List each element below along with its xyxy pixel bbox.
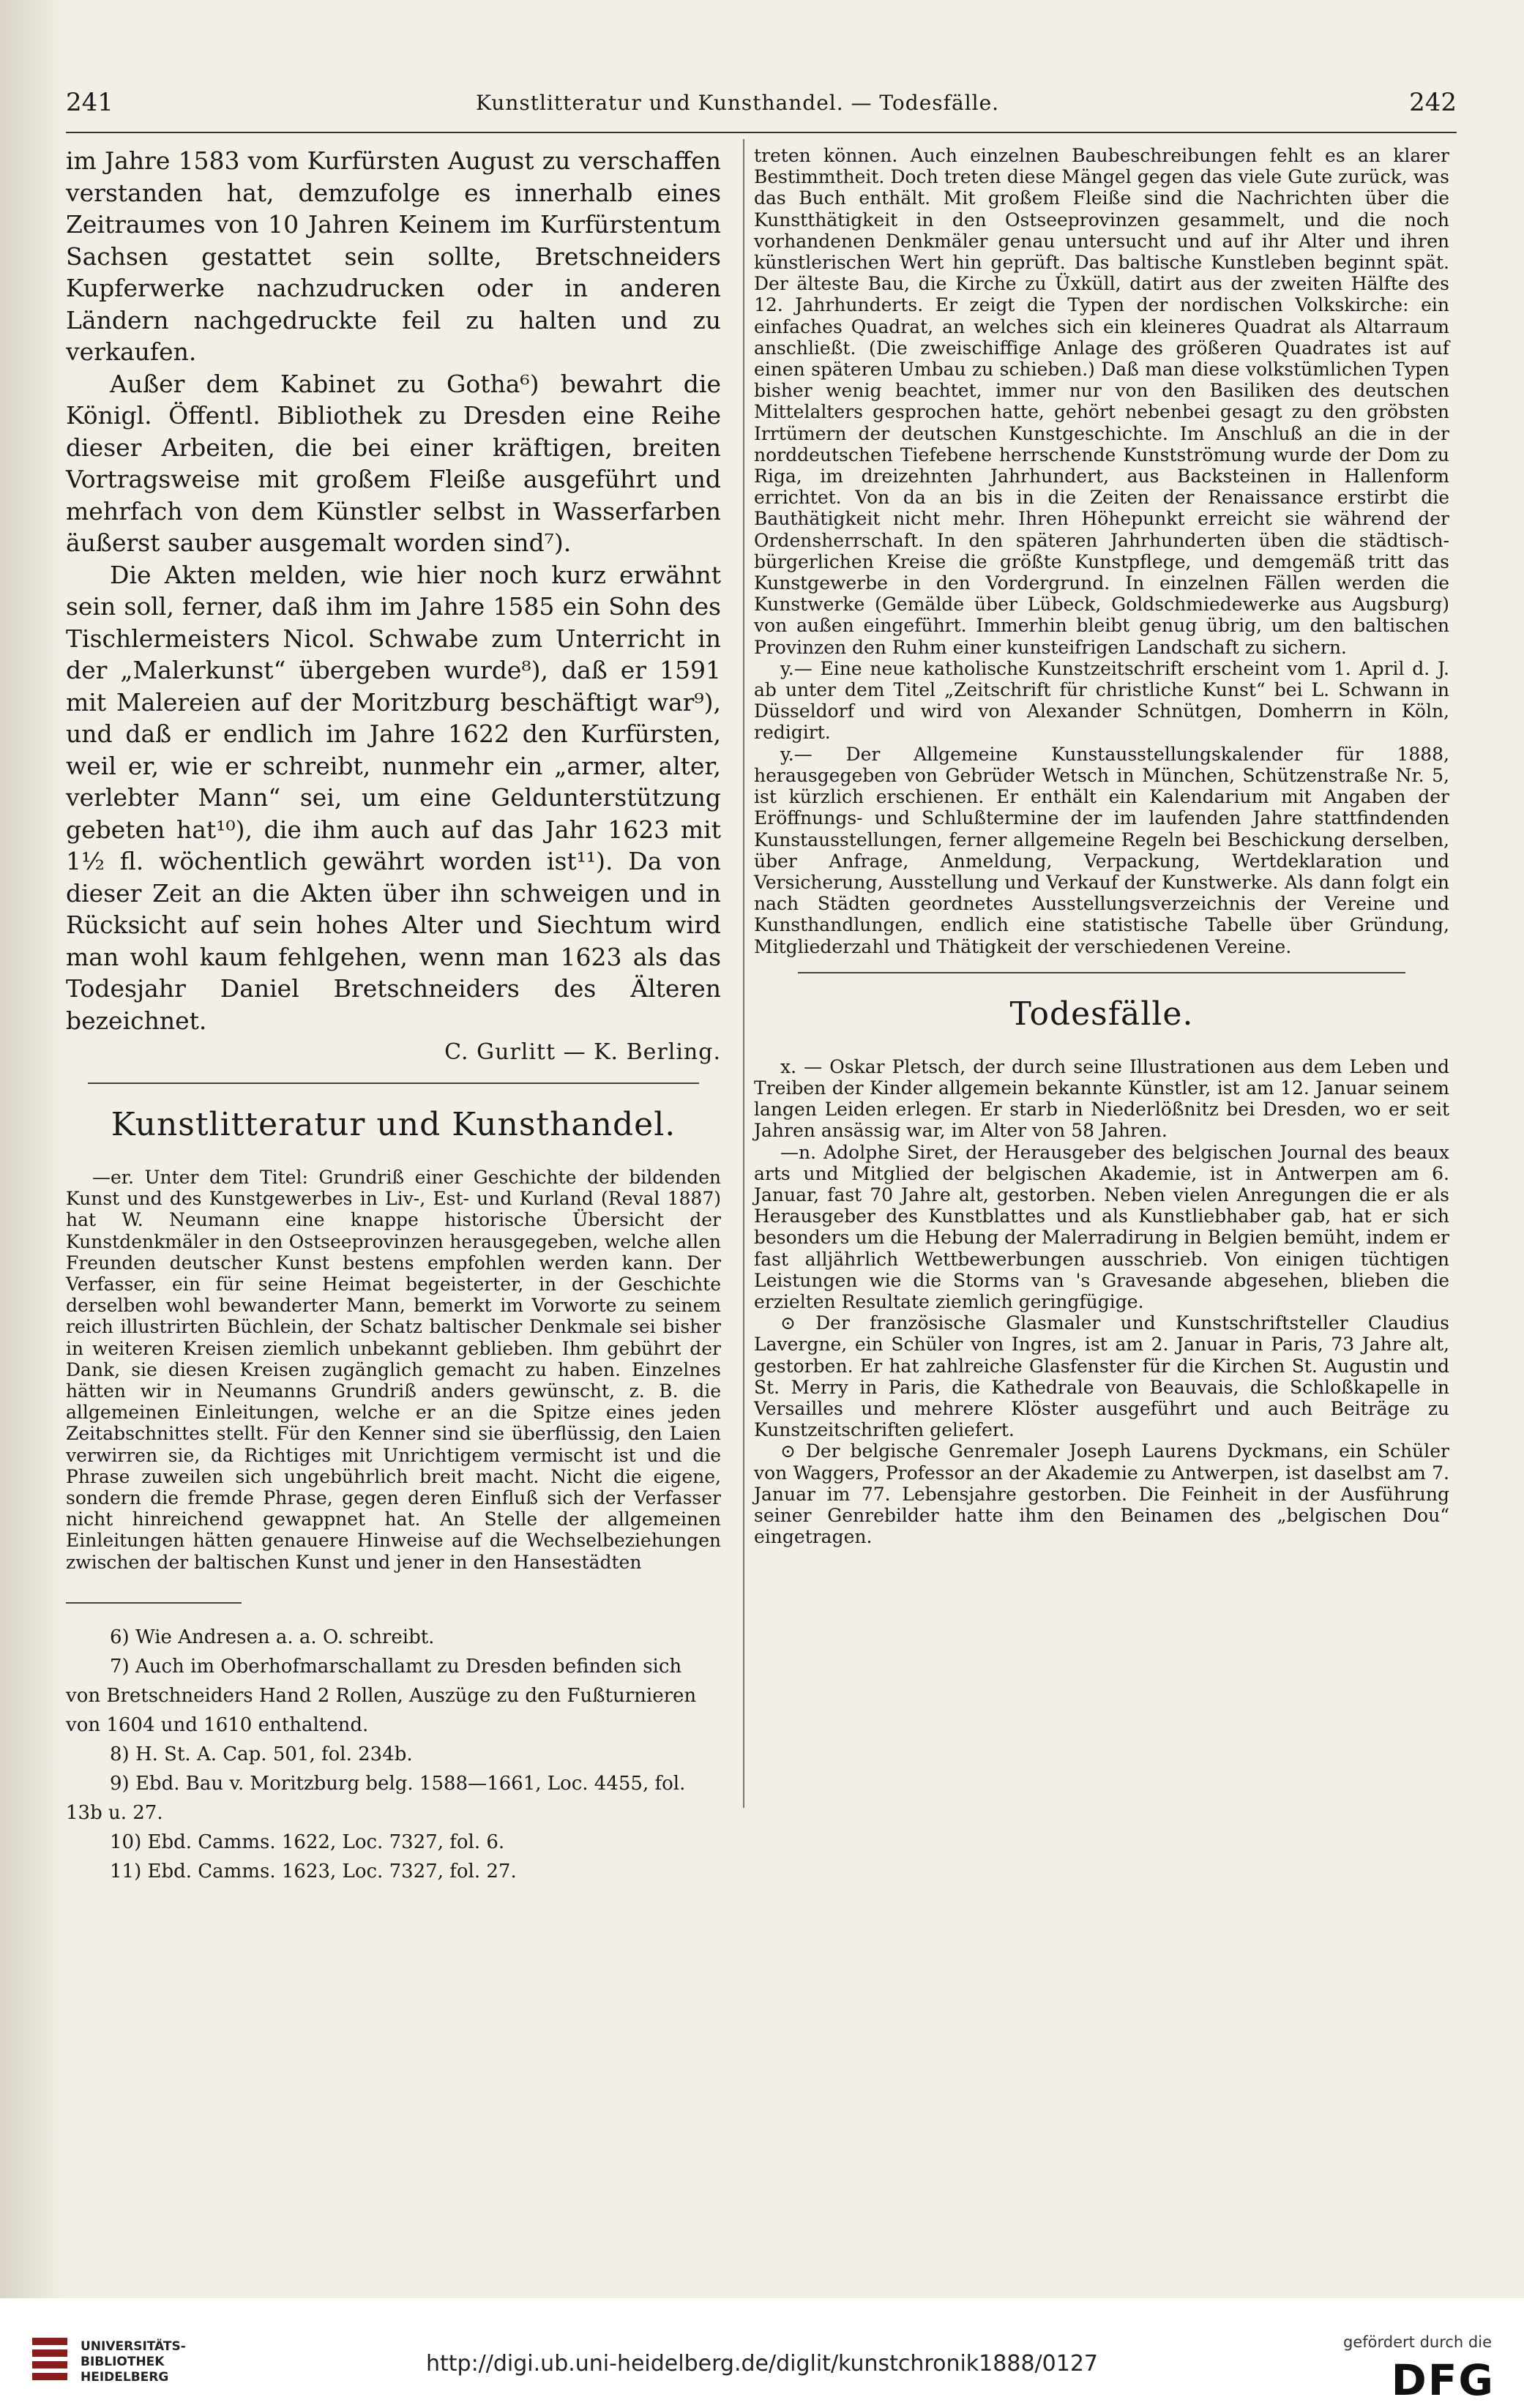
dfg-logo[interactable]: DFG bbox=[1391, 2355, 1495, 2405]
paragraph: Außer dem Kabinet zu Gotha⁶) bewahrt die Königl. Öffentl. Bibliothek zu Dresden eine Reihe dieser Arbeiten, die bei einer kräftigen, breiten Vortragsweise mit großem Fleiße ausgeführt und mehrfach von dem Künstler selbst in Wasserfarben äußerst sauber ausgemalt worden sind⁷). bbox=[66, 369, 721, 557]
footnote: 11) Ebd. Camms. 1623, Loc. 7327, fol. 27. bbox=[110, 1860, 517, 1882]
obituary: ⊙ Der französische Glasmaler und Kunstschriftsteller Claudius Lavergne, ein Schüler von Ingres, ist am 2. Januar in Paris, 73 Jahre alt, gestorben. Er hat zahlreiche Glasfenster für die Kirchen St. Augustin und St. Merry in Paris, die Kathedrale von Beauvais, die Schloßkapelle in Versailles und mehrere Klöster ausgeführt und auch Beiträge zu Kunstzeitschriften geliefert. bbox=[754, 1312, 1449, 1441]
page-number-left: 241 bbox=[66, 88, 113, 117]
section-title-todesfaelle: Todesfälle. bbox=[1009, 995, 1194, 1033]
gutter-shadow bbox=[0, 0, 66, 2298]
paragraph: im Jahre 1583 vom Kurfürsten August zu verschaffen verstanden hat, demzufolge es innerhalb eines Zeitraumes von 10 Jahren Keinem im Kurfürstentum Sachsen gestattet sein sollte, Bretschneiders Kupferwerke nachzudrucken oder in anderen Ländern nachgedruckte feil zu halten und zu verkaufen. bbox=[66, 146, 721, 366]
section-rule bbox=[88, 1083, 699, 1084]
review-continued: treten können. Auch einzelnen Baubeschreibungen fehlt es an klarer Bestimmtheit. Doch treten diese Mängel gegen das viele Gute zurück, was das Buch enthält. Mit großem Fleiße sind die Nachrichten über die Kunstthätigkeit in den Ostseeprovinzen gesammelt, und die noch vorhandenen Denkmäler genau untersucht und auf ihr Alter und ihren künstlerischen Wert hin geprüft. Das baltische Kunstleben beginnt spät. Der älteste Bau, die Kirche zu Üxküll, datirt aus der zweiten Hälfte des 12. Jahrhunderts. Er zeigt die Typen der nordischen Volkskirche: ein einfaches Quadrat, an welches sich ein kleineres Quadrat als Altarraum anschließt. (Die zweischiffige Anlage des größeren Quadrates ist auf einen späteren Umbau zu schieben.) Daß man diese volkstümlichen Typen bisher wenig beachtet, immer nur von den Basiliken des deutschen Mittelalters gesprochen hatte, gehört nebenbei gesagt zu den gröbsten Irrtümern der deutschen Kunstgeschichte. Im Anschluß an die in der norddeutschen Tiefebene herrschende Kunstströmung wurde der Dom zu Riga, im dreizehnten Jahrhundert, aus Backsteinen in Hallenform errichtet. Von da an bis in die Zeiten der Renaissance erstirbt die Bauthätigkeit nicht mehr. Ihren Höhepunkt erreicht sie während der Ordensherrschaft. In den späteren Jahrhunderten üben die städtisch-bürgerlichen Kreise die größte Kunstpflege, und demgemäß tritt das Kunstgewerbe in den Vordergrund. In einzelnen Fällen werden die Kunstwerke (Gemälde über Lübeck, Goldschmiedewerke aus Augsburg) von außen eingeführt. Immerhin bleibt genug übrig, um den baltischen Provinzen den Ruhm einer kunsteifrigen Landschaft zu sichern. bbox=[754, 145, 1449, 658]
review-paragraph: —er. Unter dem Titel: Grundriß einer Geschichte der bildenden Kunst und des Kunstgewerbes in Liv-, Est- und Kurland (Reval 1887) hat W. Neumann eine knappe historische Übersicht der Kunstdenkmäler in den Ostseeprovinzen herausgegeben, welche allen Freunden deutscher Kunst bestens empfohlen werden kann. Der Verfasser, ein für seine Heimat begeisterter, in der Geschichte derselben wohl bewanderter Mann, bemerkt im Vorworte zu seinem reich illustrirten Büchlein, der Schatz baltischer Denkmale sei bisher in weiteren Kreisen ziemlich unbekannt geblieben. Ihm gebührt der Dank, sie diesen Kreisen zugänglich gemacht zu haben. Einzelnes hätten wir in Neumanns Grundriß anders gewünscht, z. B. die allgemeinen Einleitungen, welche er an die Spitze eines jeden Zeitabschnittes stellt. Für den Kenner sind sie überflüssig, den Laien verwirren sie, da Richtiges mit Unrichtigem vermischt ist und die Phrase zuweilen sich ungebührlich breit macht. Nicht die eigene, sondern die fremde Phrase, gegen deren Einfluß sich der Verfasser nicht hinreichend gewappnet hat. An Stelle der allgemeinen Einleitungen hätten genauere Hinweise auf die Wechselbeziehungen zwischen der baltischen Kunst und jener in den Hansestädten bbox=[66, 1167, 721, 1573]
library-name-line: UNIVERSITÄTS- bbox=[81, 2339, 186, 2354]
library-name-line: BIBLIOTHEK bbox=[81, 2355, 165, 2369]
obituary: —n. Adolphe Siret, der Herausgeber des belgischen Journal des beaux arts und Mitglied der belgischen Akademie, ist in Antwerpen am 6. Januar, fast 70 Jahre alt, gestorben. Neben vielen Anregungen die er als Herausgeber des Kunstblattes und als Kunstliebhaber gab, hat er sich besonders um die Hebung der Malerradirung in Belgien bemüht, indem er fast alljährlich Wettbewerbungen ausschrieb. Von einigen tüchtigen Leistungen wie die Storms van 's Gravesande abgesehen, blieben die erzielten Resultate ziemlich geringfügige. bbox=[754, 1141, 1449, 1312]
author-signature: C. Gurlitt — K. Berling. bbox=[444, 1039, 721, 1065]
left-column bbox=[66, 145, 721, 1886]
footnote: 6) Wie Andresen a. a. O. schreibt. bbox=[110, 1626, 435, 1648]
page-header bbox=[66, 88, 1457, 132]
section-rule bbox=[798, 972, 1405, 973]
footnote: 9) Ebd. Bau v. Moritzburg belg. 1588—1661, Loc. 4455, fol. 13b u. 27. bbox=[66, 1772, 686, 1824]
header-rule bbox=[66, 132, 1457, 133]
right-column bbox=[754, 145, 1449, 1547]
funded-by-caption: gefördert durch die bbox=[1343, 2333, 1492, 2351]
column-divider bbox=[743, 139, 744, 1808]
page-number-right: 242 bbox=[1409, 88, 1457, 117]
running-title: Kunstlitteratur und Kunsthandel. — Todesfälle. bbox=[476, 91, 1000, 115]
news-item-zeitschrift: y.— Eine neue katholische Kunstzeitschrift erscheint vom 1. April d. J. ab unter dem Titel „Zeitschrift für christliche Kunst“ bei L. Schwann in Düsseldorf und wird von Alexander Schnütgen, Domherrn in Köln, redigirt. bbox=[754, 657, 1449, 744]
obituary: x. — Oskar Pletsch, der durch seine Illustrationen aus dem Leben und Treiben der Kinder allgemein bekannte Künstler, ist am 12. Januar seinem langen Leiden erlegen. Er starb in Niederlößnitz bei Dresden, wo er seit Jahren ansässig war, im Alter von 58 Jahren. bbox=[754, 1055, 1449, 1142]
footnote: 8) H. St. A. Cap. 501, fol. 234b. bbox=[110, 1743, 413, 1765]
viewer-footer bbox=[0, 2298, 1524, 2408]
section-title-kunstlitteratur: Kunstlitteratur und Kunsthandel. bbox=[111, 1106, 676, 1143]
footnote-rule bbox=[66, 1602, 242, 1604]
library-name-line: HEIDELBERG bbox=[81, 2370, 169, 2385]
news-item-kalender: y.— Der Allgemeine Kunstausstellungskalender für 1888, herausgegeben von Gebrüder Wetsch in München, Schützenstraße Nr. 5, ist kürzlich erschienen. Er enthält ein Kalendarium mit Angaben der Eröffnungs- und Schlußtermine der im laufenden Jahre stattfindenden Kunstausstellungen, ferner allgemeine Regeln bei Beschickung derselben, über Anfrage, Anmeldung, Verpackung, Wertdeklaration und Versicherung, Ausstellung und Verkauf der Kunstwerke. Als dann folgt ein nach Städten geordnetes Ausstellungsverzeichnis der Vereine und Kunsthandlungen, endlich eine statistische Tabelle über Gründung, Mitgliederzahl und Thätigkeit der verschiedenen Vereine. bbox=[754, 743, 1449, 957]
footnote: 10) Ebd. Camms. 1622, Loc. 7327, fol. 6. bbox=[110, 1831, 505, 1853]
permalink-url[interactable]: http://digi.ub.uni-heidelberg.de/diglit/kunstchronik1888/0127 bbox=[425, 2351, 1098, 2377]
footnote: 7) Auch im Oberhofmarschallamt zu Dresden befinden sich von Bretschneiders Hand 2 Rollen, Auszüge zu den Fußturnieren von 1604 und 1610 enthaltend. bbox=[66, 1655, 697, 1736]
obituary: ⊙ Der belgische Genremaler Joseph Laurens Dyckmans, ein Schüler von Waggers, Professor an der Akademie zu Antwerpen, ist daselbst am 7. Januar im 77. Lebensjahre gestorben. Die Feinheit in der Ausführung seiner Genrebilder hatte ihm den Beinamen des „belgischen Dou“ eingetragen. bbox=[754, 1440, 1449, 1548]
paragraph: Die Akten melden, wie hier noch kurz erwähnt sein soll, ferner, daß ihm im Jahre 1585 ein Sohn des Tischlermeisters Nicol. Schwabe zum Unterricht in der „Malerkunst“ übergeben wurde⁸), daß er 1591 mit Malereien auf der Moritzburg beschäftigt war⁹), und daß er endlich im Jahre 1622 den Kurfürsten, weil er, wie er schreibt, nunmehr ein „armer, alter, verlebter Mann“ sei, um eine Geldunterstützung gebeten hat¹⁰), die ihm auch auf das Jahr 1623 mit 1½ fl. wöchentlich gewährt worden ist¹¹). Da von dieser Zeit an die Akten über ihn schweigen und in Rücksicht auf sein hohes Alter und Siechtum wird man wohl kaum fehlgehen, wenn man 1623 als das Todesjahr Daniel Bretschneiders des Älteren bezeichnet. bbox=[66, 560, 721, 1035]
